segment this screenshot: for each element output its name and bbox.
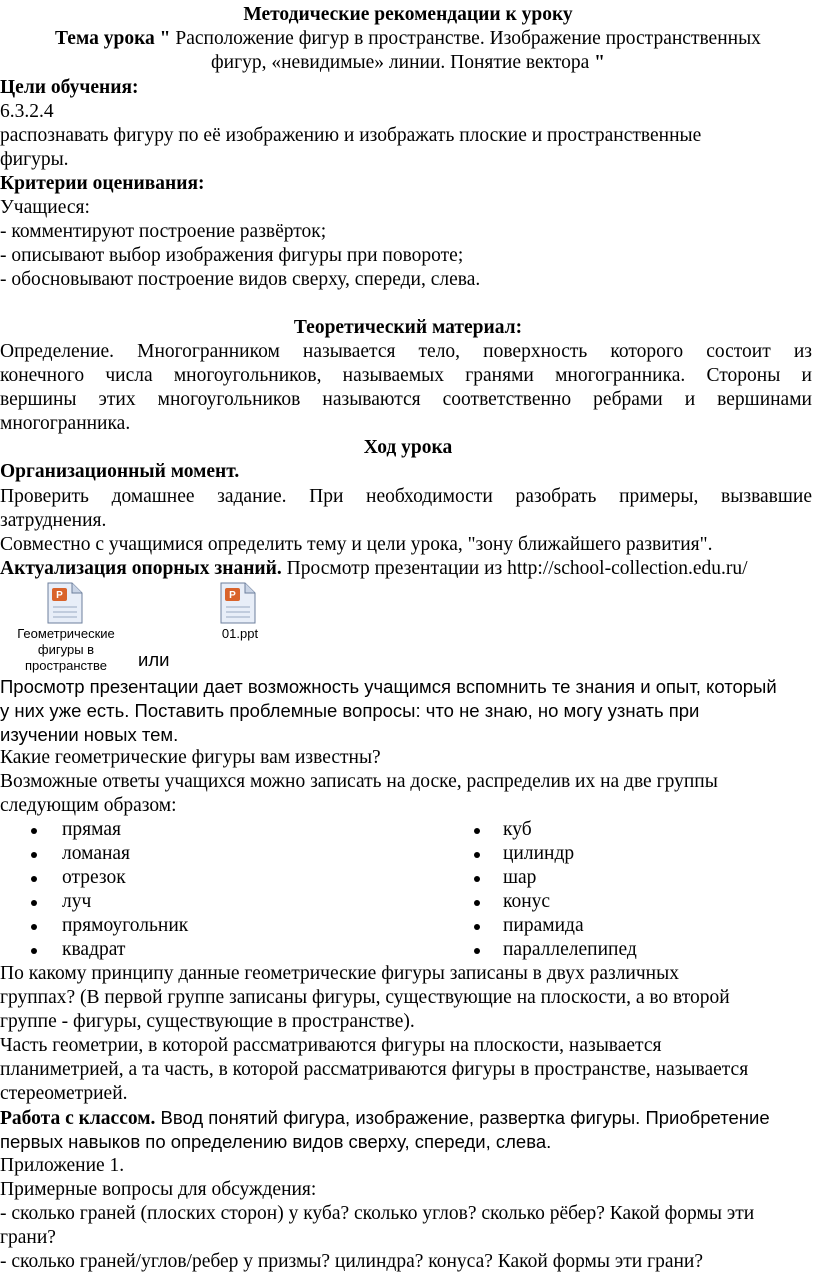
ppt-file-icon (46, 582, 84, 624)
lesson-topic-line1 (0, 27, 816, 51)
actualization-heading: Актуализация опорных знаний. (0, 558, 282, 579)
criteria-item: - обосновывают построение видов сверху, спереди, слева. (0, 269, 481, 290)
theory-heading: Теоретический материал: (293, 317, 523, 338)
ppt-file-label-1[interactable]: Геометрические фигуры в пространстве (17, 626, 115, 673)
bullet-icon (31, 876, 37, 882)
list-item: ломаная (62, 843, 131, 864)
list-item: отрезок (62, 867, 126, 888)
lesson-heading: Ход урока (363, 437, 453, 458)
list-item: шар (503, 867, 537, 888)
list-item: квадрат (62, 939, 126, 960)
ppt-file-label-2[interactable]: 01.ppt (221, 626, 259, 641)
svg-text:P: P (229, 590, 236, 601)
geometry-part-line: Часть геометрии, в которой рассматриваются фигуры на плоскости, называется (0, 1035, 662, 1056)
answers-line2: следующим образом: (0, 795, 177, 816)
class-work-text: Ввод понятий фигура, изображение, развертка фигуры. Приобретение (155, 1107, 770, 1128)
bullet-icon (474, 900, 480, 906)
theory-line: многогранника. (0, 413, 131, 434)
bullet-icon (474, 924, 480, 930)
lesson-topic-line2 (0, 51, 816, 75)
bullet-icon (474, 948, 480, 954)
topic-label: Тема урока " (55, 28, 171, 49)
class-work-line1 (0, 1106, 770, 1131)
ppt-file-icon (219, 582, 257, 624)
list-item: конус (503, 891, 551, 912)
bullet-icon (31, 900, 37, 906)
class-work-line2: первых навыков по определению видов сверху, спереди, слева. (0, 1131, 552, 1152)
criteria-students: Учащиеся: (0, 197, 90, 218)
goals-code: 6.3.2.4 (0, 101, 54, 122)
actualization-line (0, 557, 748, 581)
presentation-line: у них уже есть. Поставить проблемные вопросы: что не знаю, но могу узнать при (0, 700, 700, 721)
list-item: цилиндр (503, 843, 575, 864)
appendix-label: Приложение 1. (0, 1155, 125, 1176)
criteria-heading: Критерии оценивания: (0, 173, 205, 194)
goals-line2: фигуры. (0, 149, 69, 170)
sample-questions-heading: Примерные вопросы для обсуждения: (0, 1179, 317, 1200)
bullet-icon (474, 828, 480, 834)
or-text: или (138, 649, 170, 670)
svg-text:P: P (56, 590, 63, 601)
goals-heading: Цели обучения: (0, 77, 139, 98)
bullet-icon (474, 852, 480, 858)
figures-question: Какие геометрические фигуры вам известны? (0, 747, 381, 768)
theory-line: конечного числа многоугольников, называемых гранями многогранника. Стороны и (0, 365, 812, 386)
list-item: прямая (62, 819, 121, 840)
class-work-heading: Работа с классом. (0, 1108, 156, 1129)
geometry-part-line: планиметрией, а та часть, в которой рассматриваются фигуры в пространстве, называется (0, 1059, 749, 1080)
principle-line: группе - фигуры, существующие в пространстве). (0, 1011, 415, 1032)
topic-text-2: фигур, «невидимые» линии. Понятие вектора (211, 52, 595, 73)
topic-quote-end: " (594, 52, 605, 73)
principle-line: группах? (В первой группе записаны фигуры, существующие на плоскости, а во второй (0, 987, 730, 1008)
org-line3: Совместно с учащимися определить тему и цели урока, "зону ближайшего развития". (0, 534, 713, 555)
topic-text-1: Расположение фигур в пространстве. Изображение пространственных (170, 28, 761, 49)
ppt-file-icon[interactable] (219, 582, 257, 624)
question-line: грани? (0, 1227, 56, 1248)
bullet-icon (474, 876, 480, 882)
org-line1: Проверить домашнее задание. При необходимости разобрать примеры, вызвавшие (0, 486, 812, 507)
org-heading: Организационный момент. (0, 461, 240, 482)
org-line2: затруднения. (0, 510, 107, 531)
list-item: пирамида (503, 915, 584, 936)
theory-line: Определение. Многогранником называется тело, поверхность которого состоит из (0, 341, 812, 362)
theory-line: вершины этих многоугольников называются соответственно ребрами и вершинами (0, 389, 812, 410)
bullet-icon (31, 828, 37, 834)
question-line: - сколько граней (плоских сторон) у куба? сколько углов? сколько рёбер? Какой формы эти (0, 1203, 755, 1224)
bullet-icon (31, 924, 37, 930)
criteria-item: - комментируют построение развёрток; (0, 221, 327, 242)
goals-line1: распознавать фигуру по её изображению и изображать плоские и пространственные (0, 125, 702, 146)
geometry-part-line: стереометрией. (0, 1083, 128, 1104)
presentation-line: изучении новых тем. (0, 724, 179, 745)
bullet-icon (31, 852, 37, 858)
list-item: параллелепипед (503, 939, 637, 960)
question-line: - сколько граней/углов/ребер у призмы? цилиндра? конуса? Какой формы эти грани? (0, 1251, 703, 1272)
presentation-line: Просмотр презентации дает возможность учащимся вспомнить те знания и опыт, который (0, 676, 777, 697)
answers-line1: Возможные ответы учащихся можно записать на доске, распределив их на две группы (0, 771, 718, 792)
actualization-text: Просмотр презентации из http://school-collection.edu.ru/ (281, 558, 748, 579)
list-item: прямоугольник (62, 915, 189, 936)
list-item: луч (62, 891, 92, 912)
ppt-file-icon[interactable] (46, 582, 84, 624)
criteria-item: - описывают выбор изображения фигуры при повороте; (0, 245, 464, 266)
principle-line: По какому принципу данные геометрические фигуры записаны в двух различных (0, 963, 679, 984)
list-item: куб (503, 819, 532, 840)
document-title: Методические рекомендации к уроку (243, 4, 573, 25)
bullet-icon (31, 948, 37, 954)
